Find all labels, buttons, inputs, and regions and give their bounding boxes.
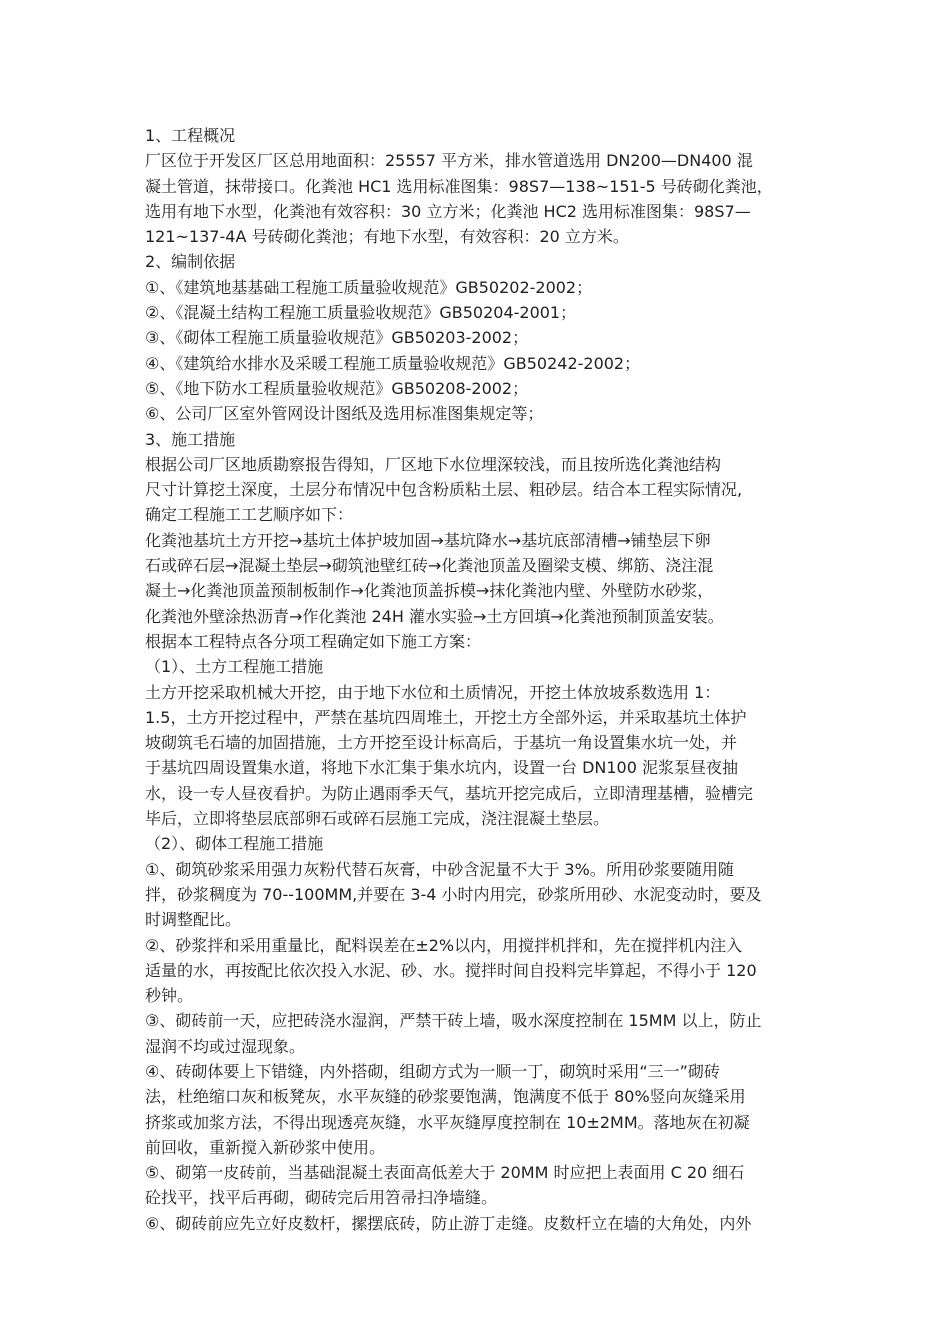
body-text-line: 根据公司厂区地质勘察报告得知，厂区地下水位埋深较浅，而且按所选化粪池结构 bbox=[145, 454, 722, 474]
body-text-line: 石或碎石层→混凝土垫层→砌筑池壁红砖→化粪池顶盖及圈梁支模、绑筋、浇注混 bbox=[145, 556, 714, 576]
subsection-heading-masonry: （2）、砌体工程施工措施 bbox=[145, 834, 324, 854]
body-text-line: 厂区位于开发区厂区总用地面积：25557 平方米，排水管道选用 DN200—DN400 混 bbox=[145, 151, 753, 171]
section-heading-measures: 3、施工措施 bbox=[145, 429, 236, 449]
body-text-line: 水，设一专人昼夜看护。为防止遇雨季天气，基坑开挖完成后，立即清理基槽，验槽完 bbox=[145, 783, 754, 803]
body-text-line: 1.5，土方开挖过程中，严禁在基坑四周堆土，开挖土方全部外运，并采取基坑土体护 bbox=[145, 707, 747, 727]
basis-item: ③、《砌体工程施工质量验收规范》GB50203-2002； bbox=[145, 328, 529, 348]
body-text-line: 砼找平，找平后再砌，砌砖完后用笤帚扫净墙缝。 bbox=[145, 1188, 498, 1208]
basis-item: ④、《建筑给水排水及采暖工程施工质量验收规范》GB50242-2002； bbox=[145, 353, 641, 373]
section-heading-overview: 1、工程概况 bbox=[145, 126, 236, 145]
body-text-line: ②、砂浆拌和采用重量比，配料误差在±2%以内，用搅拌机拌和，先在搅拌机内注入 bbox=[145, 935, 743, 955]
basis-item: ②、《混凝土结构工程施工质量验收规范》GB50204-2001； bbox=[145, 303, 577, 323]
body-text-line: 于基坑四周设置集水道，将地下水汇集于集水坑内，设置一台 DN100 泥浆泵昼夜抽 bbox=[145, 758, 739, 778]
body-text-line: 时调整配比。 bbox=[145, 910, 242, 930]
body-text-line: ③、砌砖前一天，应把砖浇水湿润，严禁干砖上墙，吸水深度控制在 15MM 以上，防止 bbox=[145, 1011, 762, 1031]
body-text-line: 坡砌筑毛石墙的加固措施，土方开挖至设计标高后，于基坑一角设置集水坑一处，并 bbox=[145, 733, 738, 753]
body-text-line: 尺寸计算挖土深度，土层分布情况中包含粉质粘土层、粗砂层。结合本工程实际情况, bbox=[145, 480, 743, 500]
basis-item: ⑥、公司厂区室外管网设计图纸及选用标准图集规定等； bbox=[145, 404, 544, 424]
body-text-line: 法，杜绝缩口灰和板凳灰，水平灰缝的砂浆要饱满，饱满度不低于 80%竖向灰缝采用 bbox=[145, 1087, 746, 1107]
basis-item: ⑤、《地下防水工程质量验收规范》GB50208-2002； bbox=[145, 378, 529, 398]
body-text-line: 凝土管道，抹带接口。化粪池 HC1 选用标准图集：98S7—138~151-5 号砖砌化粪池， bbox=[145, 176, 773, 196]
subsection-heading-earthwork: （1）、土方工程施工措施 bbox=[145, 657, 324, 677]
body-text-line: 土方开挖采取机械大开挖，由于地下水位和土质情况，开挖土体放坡系数选用 1： bbox=[145, 682, 721, 702]
body-text-line: 121~137-4A 号砖砌化粪池；有地下水型，有效容积：20 立方米。 bbox=[145, 227, 629, 247]
body-text-line: 凝土→化粪池顶盖预制板制作→化粪池顶盖拆模→抹化粪池内壁、外壁防水砂浆， bbox=[145, 581, 714, 601]
body-text-line: ⑥、砌砖前应先立好皮数杆，摞摆底砖，防止游丁走缝。皮数杆立在墙的大角处，内外 bbox=[145, 1213, 752, 1233]
body-text-line: 适量的水，再按配比依次投入水泥、砂、水。搅拌时间自投料完毕算起，不得小于 120 bbox=[145, 960, 757, 980]
body-text-line: 选用有地下水型，化粪池有效容积：30 立方米；化粪池 HC2 选用标准图集：98S7— bbox=[145, 201, 751, 221]
body-text-line: 确定工程施工工艺顺序如下： bbox=[145, 505, 354, 525]
body-text-line: ⑤、砌第一皮砖前，当基础混凝土表面高低差大于 20MM 时应把上表面用 C 20 细石 bbox=[145, 1163, 745, 1183]
body-text-line: 前回收，重新搅入新砂浆中使用。 bbox=[145, 1137, 386, 1157]
body-text-line: ④、砖砌体要上下错缝，内外搭砌，组砌方式为一顺一丁，砌筑时采用“三一”砌砖 bbox=[145, 1061, 720, 1081]
body-text-line: 挤浆或加浆方法，不得出现透亮灰缝，水平灰缝厚度控制在 10±2MM。落地灰在初凝 bbox=[145, 1112, 750, 1132]
body-text-line: 拌，砂浆稠度为 70--100MM,并要在 3-4 小时内用完，砂浆所用砂、水泥变动时，要及 bbox=[145, 884, 762, 904]
body-text-line: 秒钟。 bbox=[145, 986, 194, 1006]
body-text-line: 毕后，立即将垫层底部卵石或碎石层施工完成，浇注混凝土垫层。 bbox=[145, 809, 610, 829]
document-body bbox=[145, 123, 815, 1236]
body-text-line: 化粪池基坑土方开挖→基坑土体护坡加固→基坑降水→基坑底部清槽→铺垫层下卵 bbox=[145, 530, 711, 550]
basis-item: ①、《建筑地基基础工程施工质量验收规范》GB50202-2002； bbox=[145, 277, 593, 297]
body-text-line: 湿润不均或过湿现象。 bbox=[145, 1036, 306, 1056]
body-text-line: ①、砌筑砂浆采用强力灰粉代替石灰膏，中砂含泥量不大于 3%。所用砂浆要随用随 bbox=[145, 859, 734, 879]
body-text-line: 化粪池外壁涂热沥青→作化粪池 24H 灌水实验→土方回填→化粪池预制顶盖安装。 bbox=[145, 606, 724, 626]
body-text-line: 根据本工程特点各分项工程确定如下施工方案： bbox=[145, 631, 482, 651]
section-heading-basis: 2、编制依据 bbox=[145, 252, 236, 272]
